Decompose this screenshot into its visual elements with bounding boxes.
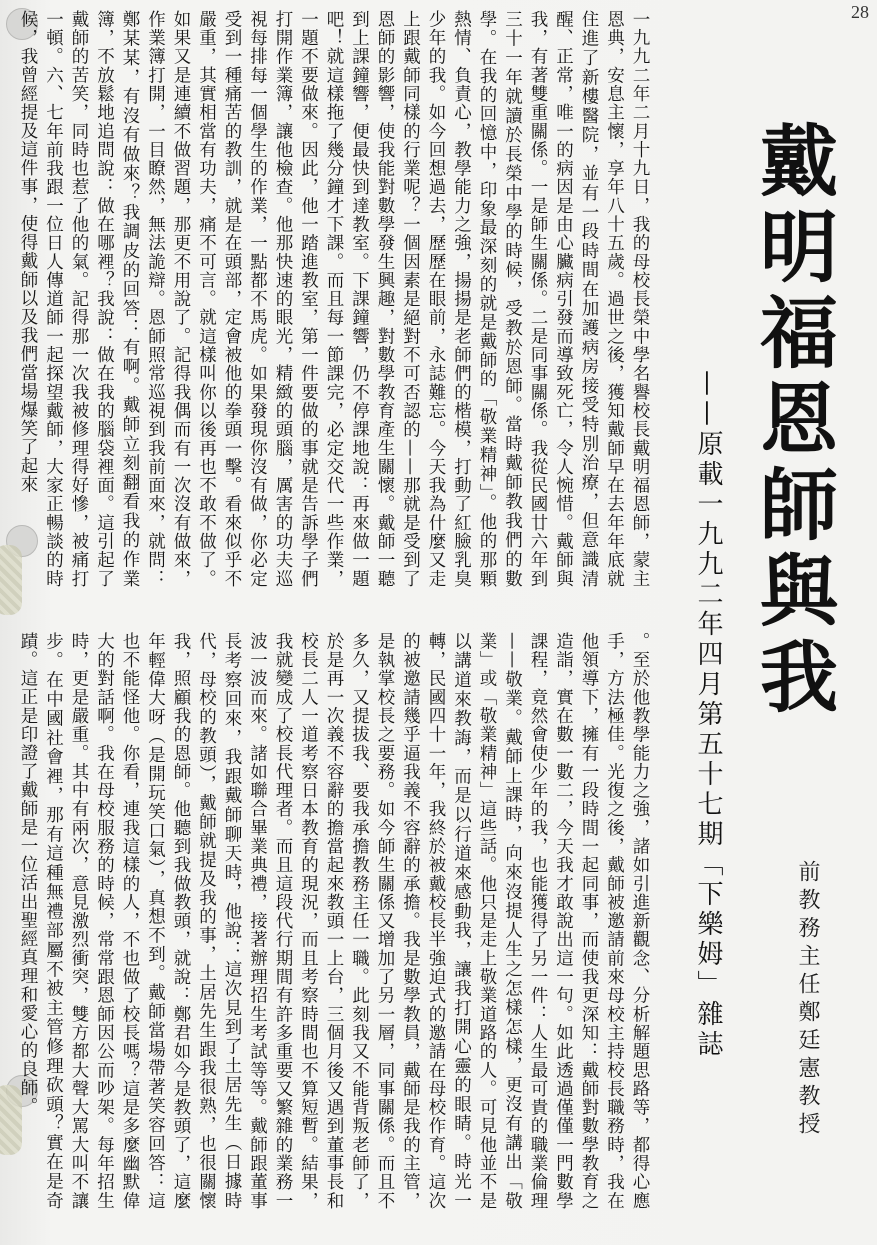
binding-string: [0, 545, 22, 615]
page-number: 28: [851, 2, 869, 22]
article-title: 戴明福恩師與我: [747, 120, 837, 722]
body-text-lower: 。至於他教學能力之強，諸如引進新觀念、分析解題思路等，都得心應手，方法極佳。光復之後，戴師被邀請前來母校主持校長職務時，我在他領導下，擁有一段時間一起同事，而使我更深知：戴師對數學教育之造詣，實在數一數二，今天我才敢說出這一句。如此透過僅僅一門數學課程，竟然會使少年的我，也能獲得了另一件：人生最可貴的職業倫理——敬業。戴師上課時，向來沒提人生之怎樣怎樣，更沒有講出「敬業」或「敬業精神」這些話。他只是走上敬業道路的人。可見他並不是以講道來教誨，而是以行道來感動我，讓我打開心靈的眼睛。時光一轉，民國四十一年，我終於被戴校長半強迫式的邀請在母校作育。這次的被邀請幾乎逼我義不容辭的承擔。我是數學教員，戴師是我的主管，是執掌校長之要務。如今師生關係又增加了另一層，同事關係。而且不多久，又提拔我、要我承擔教務主任一職。此刻我又不能背叛老師了，於是再一次義不容辭的擔當起來教頭一上台，三個月後又遇到董事長和校長二人一道考察日本教育的現況，而且考察時間也不算短暫。結果，我就變成了校長代理者。而且這段代行期間有許多重要又繁雜的業務一波一波而來。諸如聯合畢業典禮，接著辦理招生考試等等。戴師跟董事長考察回來，我跟戴師聊天時，他說：這次見到了土居先生（日據時代，母校的教頭），戴師就提及我的事，土居先生跟我很熟，也很關懷我，照顧我的恩師。他聽到我做教頭，就說：鄭君如今是教頭了，這麼年輕偉大呀（是開玩笑口氣），真想不到。戴師當場帶著笑容回答：這也不能怪他。你看，連我這樣的人，不也做了校長嗎？這是多麼幽默偉大的對話啊。我在母校服務的時候，常常跟恩師因公而吵架。每年招生時，更是嚴重。其中有兩次，意見激烈衝突，雙方都大聲大罵大叫不讓步。在中國社會裡，那有這種無禮部屬不被主管修理砍頭？實在是奇蹟。這正是印證了戴師是一位活出聖經真理和愛心的良師。: [18, 632, 650, 1210]
source-note: ——原載一九九二年四月第五十七期「下樂姆」雜誌: [693, 370, 723, 1060]
body-text-upper: 一九九二年二月十九日，我的母校長榮中學名譽校長戴明福恩師，蒙主恩典，安息主懷，享年八十五歲。過世之後，獲知戴師早在去年年底就住進了新樓醫院，並有一段時間在加護病房接受特別治療，但意識清醒、正常，唯一的病因是由心臟病引發而導致死亡，令人惋惜。戴師與我，有著雙重關係。一是師生關係。二是同事關係。我從民國廿六年到三十一年就讀於長榮中學的時候，受教於恩師。當時戴師教我們的數學。在我的回憶中，印象最深刻的就是戴師的「敬業精神」。他的那顆熱情、負責心，教學能力之強，揚揚是老師們的楷模，打動了紅臉乳臭少年的我。如今回想過去，歷歷在眼前，永誌難忘。今天我為什麼又走上跟戴師同樣的行業呢？一個因素是絕對不可否認的——那就是受到了恩師的影響，使我能對數學發生興趣，對數學教育產生關懷。戴師一聽到上課鐘響，便最快到達教室。下課鐘響，仍不停課地說：再來做一題吧！就這樣拖了幾分鐘才下課。而且每一節課完，必定交代一些作業，一題不要做來。因此，他一踏進教室，第一件要做的事就是告訴學子們打開作業簿，讓他檢查。他那快速的眼光，精緻的頭腦，厲害的功夫巡視每排每一個學生的作業，一點都不馬虎。如果發現你沒有做，你必定受到一種痛苦的教訓，就是在頭部，定會被他的拳頭一擊。看來似乎不嚴重，其實相當有功夫，痛不可言。就這樣叫你以後再也不敢不做了。如果又是連續不做習題，那更不用說了。記得我偶而有一次沒有做來，作業簿打開，一目瞭然，無法詭辯。恩師照常巡視到我前面來，就問：鄭某某，有沒有做來？我調皮的回答：有啊。戴師立刻翻看我的作業簿，不放鬆地追問說：做在哪裡？我說：做在我的腦袋裡面。這引起了戴師的苦笑，同時也惹了他的氣。記得那一次我被修理得好慘，被痛打一頓。六、七年前我跟一位日人傳道師一起探望戴師，大家正暢談的時候，我曾經提及這件事，使得戴師以及我們當場爆笑了起來: [18, 10, 650, 588]
author-name: 前教務主任鄭廷憲教授: [795, 860, 820, 1140]
